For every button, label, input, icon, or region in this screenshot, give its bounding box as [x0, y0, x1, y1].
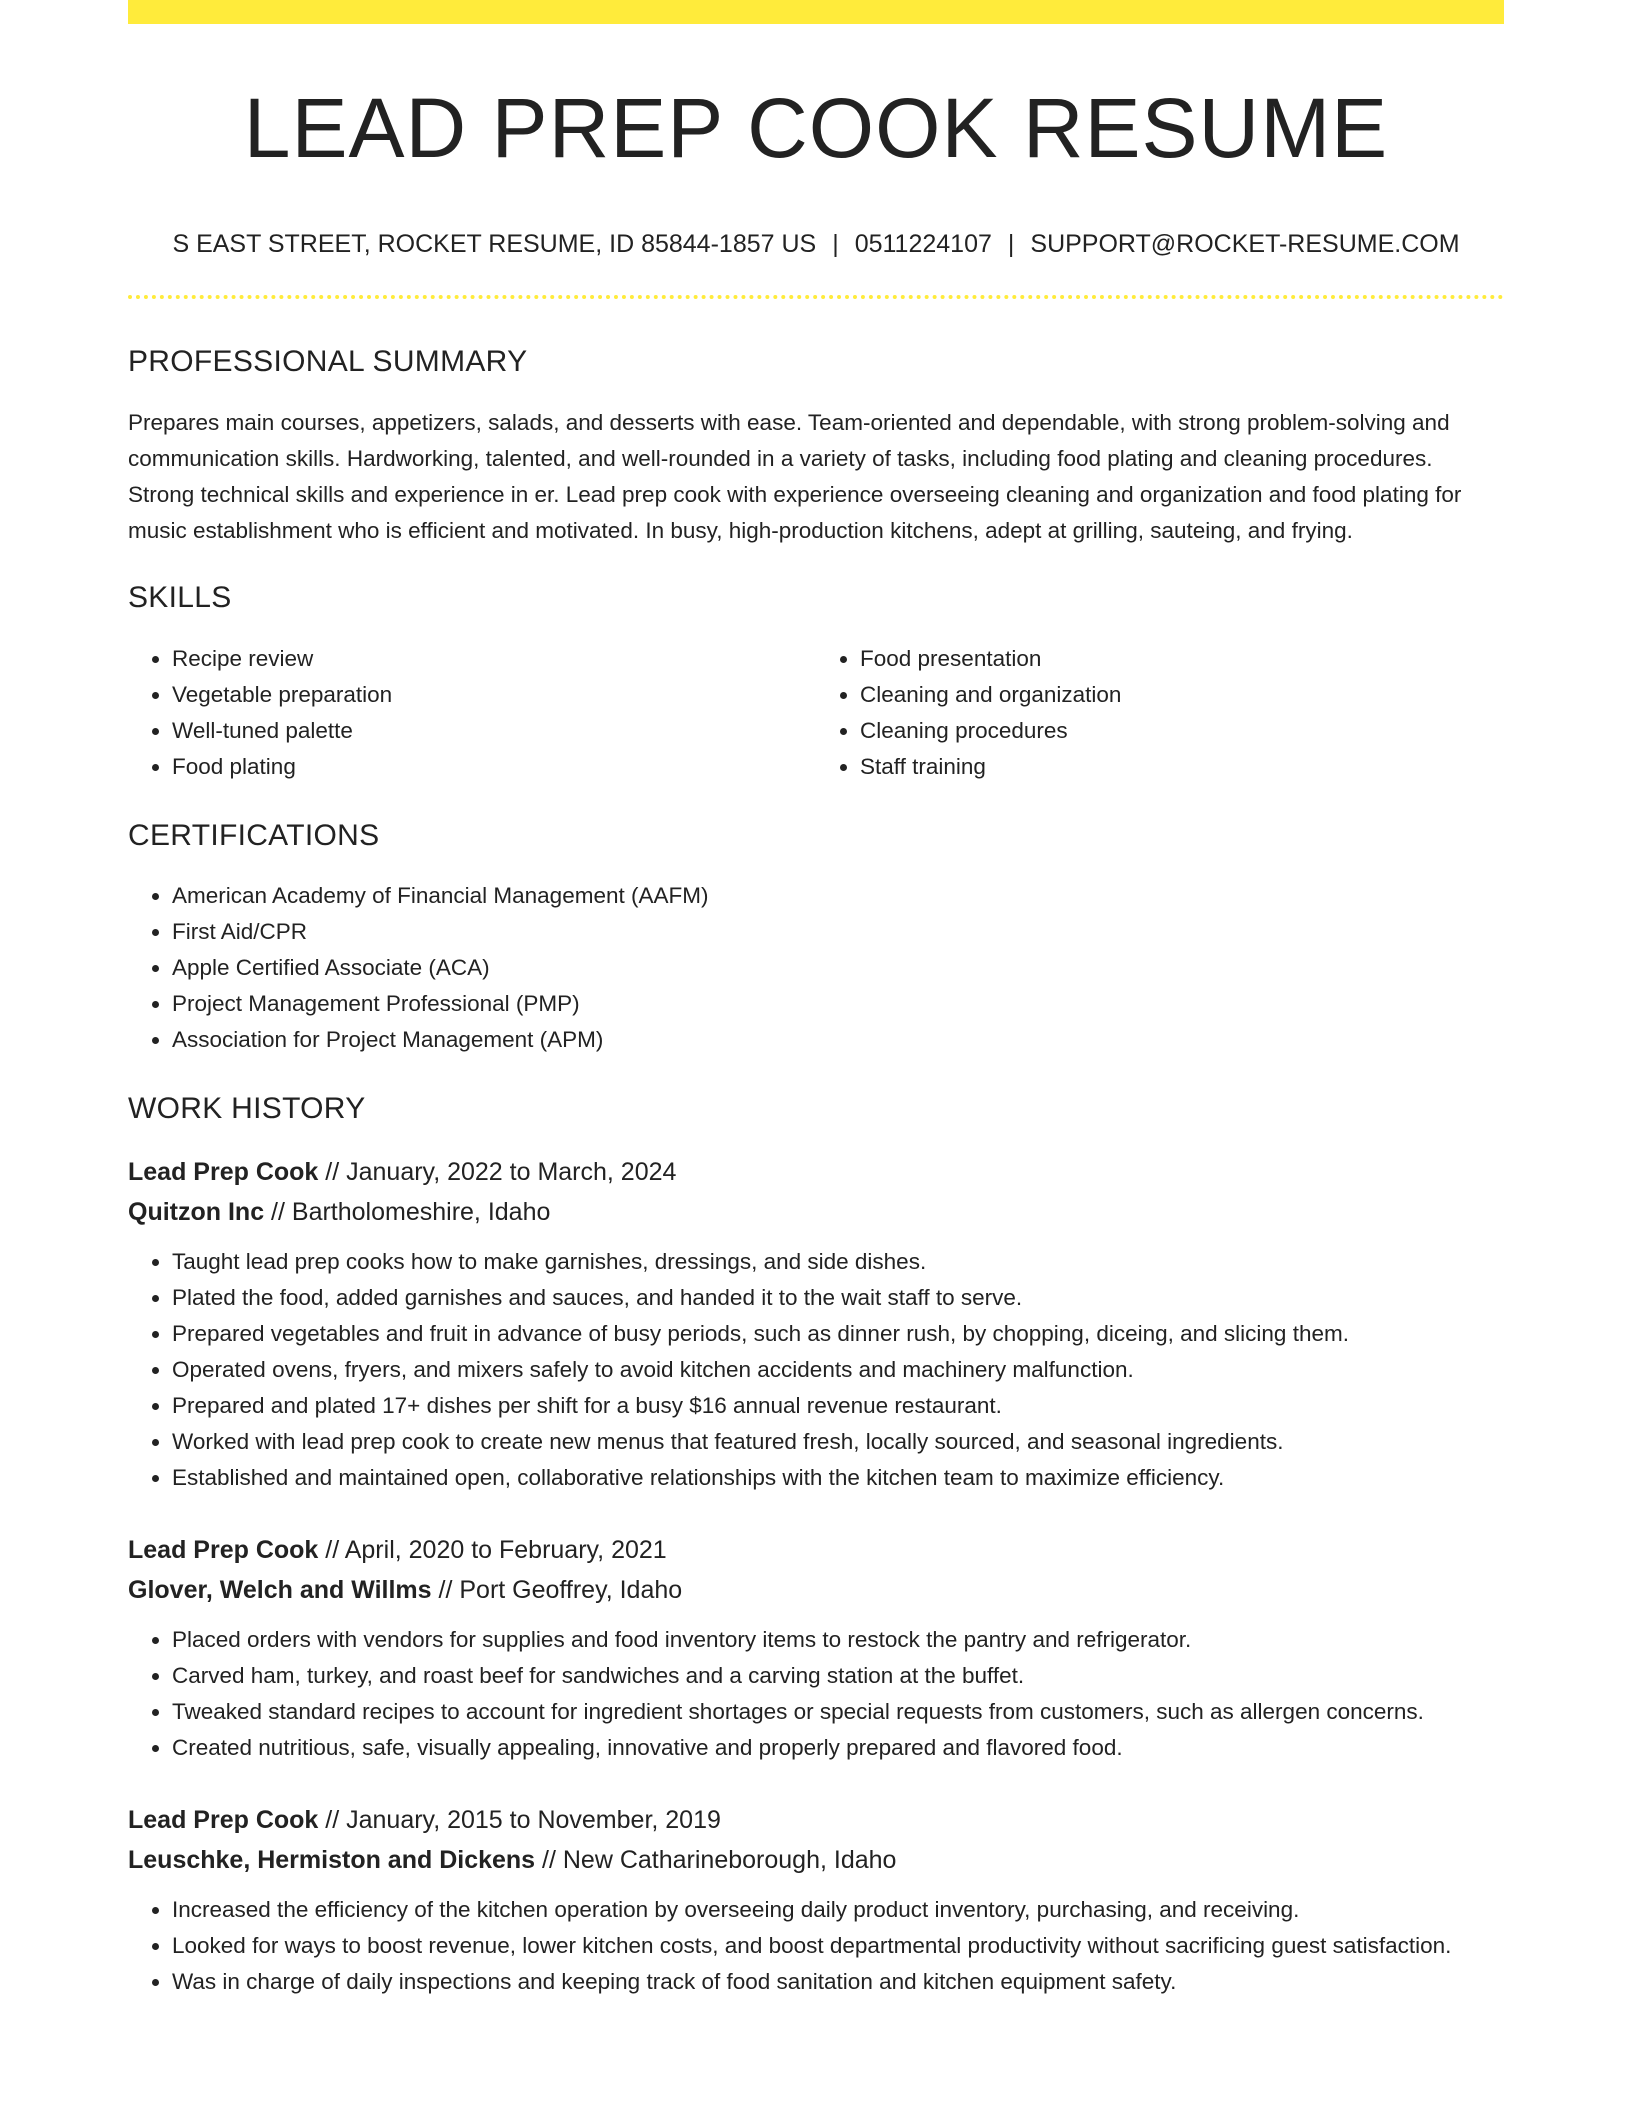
- top-accent-bar: [128, 0, 1504, 24]
- job-company-line: [128, 1570, 1504, 1610]
- skill-item: • Staff training: [860, 749, 1504, 785]
- job-bullet: • Carved ham, turkey, and roast beef for sandwiches and a carving station at the buffet.: [172, 1658, 1504, 1694]
- skill-item: • Recipe review: [172, 641, 816, 677]
- job-location: // New Catharineborough, Idaho: [535, 1846, 897, 1874]
- certification-item: • Apple Certified Associate (ACA): [172, 950, 1504, 986]
- job-dates: // April, 2020 to February, 2021: [318, 1536, 667, 1564]
- work-history-section: [128, 1094, 1504, 2000]
- job-bullets: [128, 1622, 1504, 1766]
- job-company: Leuschke, Hermiston and Dickens: [128, 1846, 536, 1874]
- certifications-list: [128, 878, 1504, 1058]
- job-role: Lead Prep Cook: [128, 1158, 319, 1186]
- job-entry: [128, 1800, 1504, 2000]
- job-company: Quitzon Inc: [128, 1198, 265, 1226]
- job-entry: [128, 1530, 1504, 1766]
- job-bullet: • Increased the efficiency of the kitchen operation by overseeing daily product inventory, purchasing, and receiving.: [172, 1892, 1504, 1928]
- certification-item: • American Academy of Financial Management (AAFM): [172, 878, 1504, 914]
- contact-address: S EAST STREET, ROCKET RESUME, ID 85844-1857 US: [172, 230, 817, 258]
- skills-heading: SKILLS: [128, 581, 232, 614]
- work-history-heading: WORK HISTORY: [128, 1092, 366, 1125]
- job-dates: // January, 2022 to March, 2024: [318, 1158, 677, 1186]
- job-bullet: • Was in charge of daily inspections and keeping track of food sanitation and kitchen equipment safety.: [172, 1964, 1504, 2000]
- job-bullet: • Looked for ways to boost revenue, lower kitchen costs, and boost departmental productivity without sacrificing guest satisfaction.: [172, 1928, 1504, 1964]
- skills-list-right: [816, 641, 1504, 785]
- job-role-line: [128, 1800, 1504, 1840]
- job-bullet: • Worked with lead prep cook to create new menus that featured fresh, locally sourced, and seasonal ingredients.: [172, 1424, 1504, 1460]
- summary-section: [128, 347, 1504, 549]
- job-bullet: • Prepared and plated 17+ dishes per shift for a busy $16 annual revenue restaurant.: [172, 1388, 1504, 1424]
- job-bullet: • Operated ovens, fryers, and mixers safely to avoid kitchen accidents and machinery malfunction.: [172, 1352, 1504, 1388]
- job-role: Lead Prep Cook: [128, 1536, 319, 1564]
- job-company-line: [128, 1192, 1504, 1232]
- job-bullets: [128, 1892, 1504, 2000]
- job-role-line: [128, 1530, 1504, 1570]
- job-role: Lead Prep Cook: [128, 1806, 319, 1834]
- resume-page: [128, 0, 1504, 2000]
- summary-heading: PROFESSIONAL SUMMARY: [128, 345, 528, 378]
- job-bullet: • Prepared vegetables and fruit in advance of busy periods, such as dinner rush, by chopping, diceing, and slicing them.: [172, 1316, 1504, 1352]
- job-bullet: • Created nutritious, safe, visually appealing, innovative and properly prepared and flavored food.: [172, 1730, 1504, 1766]
- contact-email[interactable]: SUPPORT@ROCKET-RESUME.COM: [1030, 230, 1460, 258]
- job-entry: [128, 1152, 1504, 1496]
- skill-item: • Well-tuned palette: [172, 713, 816, 749]
- job-bullet: • Taught lead prep cooks how to make garnishes, dressings, and side dishes.: [172, 1244, 1504, 1280]
- certifications-section: [128, 821, 1504, 1058]
- job-bullet: • Placed orders with vendors for supplies and food inventory items to restock the pantry and refrigerator.: [172, 1622, 1504, 1658]
- skill-item: • Cleaning and organization: [860, 677, 1504, 713]
- job-bullet: • Established and maintained open, collaborative relationships with the kitchen team to maximize efficiency.: [172, 1460, 1504, 1496]
- summary-text: Prepares main courses, appetizers, salads, and desserts with ease. Team-oriented and dependable, with strong problem-solving and communication skills. Hardworking, talented, and well-rounded in a variety of tasks, including food plating and cleaning procedures. Strong technical skills and experience in er. Lead prep cook with experience overseeing cleaning and organization and food plating for music establishment who is efficient and motivated. In busy, high-production kitchens, adept at grilling, sauteing, and frying.: [128, 410, 1462, 543]
- skill-item: • Cleaning procedures: [860, 713, 1504, 749]
- job-company: Glover, Welch and Willms: [128, 1576, 432, 1604]
- dotted-divider: [128, 295, 1504, 299]
- job-bullets: [128, 1244, 1504, 1496]
- skills-section: [128, 583, 1504, 785]
- contact-separator: |: [832, 230, 839, 258]
- job-dates: // January, 2015 to November, 2019: [318, 1806, 721, 1834]
- certification-item: • Association for Project Management (APM): [172, 1022, 1504, 1058]
- job-location: // Port Geoffrey, Idaho: [431, 1576, 683, 1604]
- job-location: // Bartholomeshire, Idaho: [264, 1198, 551, 1226]
- contact-separator: |: [1007, 230, 1015, 258]
- resume-title: LEAD PREP COOK RESUME: [243, 81, 1389, 175]
- job-role-line: [128, 1152, 1504, 1192]
- skills-columns: [128, 641, 1504, 785]
- skills-list-left: [128, 641, 816, 785]
- skill-item: • Food presentation: [860, 641, 1504, 677]
- job-bullet: • Plated the food, added garnishes and sauces, and handed it to the wait staff to serve.: [172, 1280, 1504, 1316]
- contact-phone: 0511224107: [854, 230, 992, 258]
- certification-item: • Project Management Professional (PMP): [172, 986, 1504, 1022]
- skill-item: • Vegetable preparation: [172, 677, 816, 713]
- skill-item: • Food plating: [172, 749, 816, 785]
- contact-line: [128, 232, 1504, 257]
- certifications-heading: CERTIFICATIONS: [128, 819, 380, 852]
- job-bullet: • Tweaked standard recipes to account for ingredient shortages or special requests from customers, such as allergen concerns.: [172, 1694, 1504, 1730]
- job-company-line: [128, 1840, 1504, 1880]
- certification-item: • First Aid/CPR: [172, 914, 1504, 950]
